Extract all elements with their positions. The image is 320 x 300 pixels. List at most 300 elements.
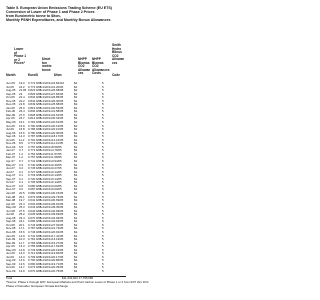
table-cell: 0.741 9/05 [28,159,42,164]
table-cell: 1.4/22/11 [40,233,52,238]
table-cell: 5 [102,251,104,256]
table-cell: 5 [102,229,104,234]
table-cell: 1.4/22/11 [40,198,52,203]
table-cell: 5 [102,194,104,199]
table-cell: $2 [74,102,78,107]
table-cell: Jun-09 [6,251,15,256]
table-cell: $2 [74,194,78,199]
table-cell: Dec-08 [6,229,16,234]
table-cell: $2 [74,134,78,139]
table-cell: 0.764 9/05 [28,151,42,156]
table-cell: 5 [102,237,104,242]
table-cell: 29.73/05 [52,194,64,199]
table-cell: $2 [74,116,78,121]
table-cell: $2 [74,226,78,231]
table-cell: $2 [74,268,78,273]
footnote-1: *Source: Phase 1 through 9/07; European Markets and Point Carbon Lower of Phase 1 or 2 from 9/07 thru 3/10 [6,280,149,284]
table-cell: 0.819 9/05 [28,105,42,110]
table-cell: 0.772 9/05 [28,141,42,146]
table-cell: 1.4/22/11 [40,105,52,110]
table-cell: 0.14/05 [52,169,62,174]
table-cell: 1.4/22/11 [40,98,52,103]
table-cell: 19.71/05 [52,261,64,266]
table-cell: May-07 [6,162,16,167]
table-cell: 1.4/22/11 [40,190,52,195]
table-cell: 0.740 9/05 [28,162,42,167]
table-cell: 1.4/22/11 [40,169,52,174]
table-cell: Mar-06 [6,112,16,117]
table-cell: 5 [102,98,104,103]
table-cell: 15.8 [19,127,25,132]
table-cell: $2 [74,88,78,93]
table-cell: 20.33/05 [52,265,64,270]
table-cell: 26.30/05 [52,98,64,103]
table-cell: $2 [74,237,78,242]
table-cell: 0.733 9/05 [28,173,42,178]
table-title-line-3: from Euro/metric tonne to $/ton, [6,14,61,18]
table-cell: 0.790 9/05 [28,123,42,128]
table-cell: 1.4/22/11 [40,109,52,114]
table-cell: $2 [74,244,78,249]
table-cell: $2 [74,247,78,252]
table-cell: 11.7 [19,240,25,245]
table-cell: 24.2 [19,84,25,89]
table-cell: 20.10/05 [52,127,64,132]
table-cell: 0.700 9/05 [28,258,42,263]
table-cell: 39.35/05 [52,205,64,210]
table-cell: 0.14/05 [52,176,62,181]
header-month: Month [6,73,16,77]
table-cell: Jan-06 [6,105,15,110]
table-cell: 13.3 [19,244,25,249]
table-cell: 13.7 [19,265,25,270]
table-cell: 5 [102,219,104,224]
table-cell: Mar-09 [6,240,16,245]
table-cell: Jul-06 [6,127,14,132]
table-cell: Apr-08 [6,201,15,206]
table-cell: Dec-06 [6,144,16,149]
table-cell: 0.690 9/05 [28,261,42,266]
table-cell: 0.744 9/05 [28,222,42,227]
table-cell: $2 [74,176,78,181]
table-cell: Aug-06 [6,130,16,135]
table-cell: 1.4/22/11 [40,180,52,185]
table-cell: 5 [102,190,104,195]
table-cell: 5 [102,155,104,160]
table-cell: 27.0 [19,112,25,117]
table-cell: 0.670 9/05 [28,268,42,273]
table-cell: Dec-07 [6,187,16,192]
table-cell: Nov-09 [6,268,16,273]
table-cell: 5 [102,137,104,142]
table-cell: 1.4/22/11 [40,187,52,192]
table-cell: 14.3 [19,254,25,259]
table-cell: 0.741 9/05 [28,233,42,238]
table-cell: 0.635 9/05 [28,212,42,217]
table-cell: 1.4/22/11 [40,258,52,263]
table-cell: 5 [102,176,104,181]
table-cell: 0.687 9/05 [28,187,42,192]
table-cell: 5 [102,240,104,245]
table-cell: 27.02/05 [52,222,64,227]
table-cell: 1.4/22/11 [40,144,52,149]
table-cell: 1.4/22/11 [40,244,52,249]
table-cell: Feb-06 [6,109,16,114]
table-cell: 0.674 9/05 [28,265,42,270]
table-cell: 5 [102,212,104,217]
table-cell: 0.834 9/05 [28,95,42,100]
table-cell: 20.1 [19,194,25,199]
table-cell: 20.5 [19,190,25,195]
table-cell: $2 [74,212,78,217]
table-cell: 1.4/22/11 [40,141,52,146]
table-cell: 0.746 9/05 [28,229,42,234]
table-cell: 0.680 9/05 [28,183,42,188]
table-cell: 0.757 9/05 [28,144,42,149]
table-cell: 5 [102,205,104,210]
table-cell: 17.1 [19,226,25,231]
table-cell: 20.61/05 [52,120,64,125]
table-cell: 1.4/22/11 [40,120,52,125]
table-cell: 5 [102,180,104,185]
table-cell: 10.3 [19,237,25,242]
table-cell: Sep-07 [6,176,16,181]
table-cell: $2 [74,130,78,135]
table-cell: 5 [102,254,104,259]
table-cell: Nov-05 [6,98,16,103]
table-cell: 1.4/22/11 [40,240,52,245]
table-cell: 1.4/22/11 [40,222,52,227]
table-cell: Oct-06 [6,137,15,142]
table-cell: 1.4/22/11 [40,212,52,217]
table-cell: Sep-09 [6,261,16,266]
table-cell: 16.1 [19,120,25,125]
table-cell: 0.755 9/05 [28,244,42,249]
table-cell: 1.4/22/11 [40,265,52,270]
table-cell: 24.84410 [52,81,65,85]
table-cell: 5 [102,109,104,114]
table-cell: 1.4/22/11 [40,130,52,135]
table-cell: $2 [74,169,78,174]
table-cell: 5 [102,151,104,156]
table-cell: 25.0 [19,105,25,110]
table-cell: $2 [74,265,78,270]
table-cell: 1.4/22/11 [40,95,52,100]
table-cell: 0.1 [19,176,24,181]
table-cell: 0.2 [19,166,24,171]
table-cell: 0.0 [19,187,24,192]
table-cell: 0.780 9/05 [28,130,42,135]
table-cell: 5 [102,102,104,107]
table-cell: 1.4/22/11 [40,215,52,220]
table-cell: 1.4/22/11 [40,112,52,117]
table-cell: 5 [102,88,104,93]
table-cell: 0.787 9/05 [28,226,42,231]
table-cell: 22.4 [19,95,25,100]
table-cell: $2 [74,95,78,100]
table-cell: 32.61/05 [52,112,64,117]
table-cell: 20.75/05 [52,268,64,273]
table-cell: Apr-07 [6,159,15,164]
table-cell: 0.1 [19,180,24,185]
table-cell: $2 [74,151,78,156]
table-cell: 1.2 [19,155,24,160]
table-cell: 1.4/22/11 [40,134,52,139]
table-cell: Feb-08 [6,194,16,199]
table-cell: 14.6 [19,258,25,263]
table-cell: Jan-08 [6,190,15,195]
table-cell: 5 [102,233,104,238]
table-cell: 1.4/22/11 [40,201,52,206]
table-cell: 5 [102,247,104,252]
table-cell: $2 [74,112,78,117]
table-cell: $2 [74,141,78,146]
header-code: Code [112,73,120,77]
table-cell: 0.40/05 [52,162,62,167]
table-cell: 30.69/05 [52,198,64,203]
table-cell: 5 [102,258,104,263]
table-cell: 1.4/22/11 [40,123,52,128]
table-cell: Jul-08 [6,212,14,217]
table-cell: 0.745 9/05 [28,166,42,171]
table-cell: 0.727 9/05 [28,169,42,174]
table-cell: 11.2 [19,137,25,142]
table-cell: $2 [74,201,78,206]
table-cell: 17.41/05 [52,233,64,238]
table-cell: 0.757 9/05 [28,155,42,160]
table-cell: 1.58/05 [52,155,62,160]
total-label: Total [6,276,13,280]
table-cell: 1.2 [19,151,24,156]
table-cell: May-09 [6,247,16,252]
table-cell: Aug-08 [6,215,16,220]
table-cell: $2 [74,81,78,85]
table-cell: 5 [102,95,104,100]
table-cell: 19.0 [19,81,25,85]
table-cell: $2 [74,180,78,185]
table-cell: 39.69/05 [52,212,64,217]
table-cell: 20.91/05 [52,229,64,234]
table-cell: 31.20/05 [52,84,64,89]
table-cell: 1.4/22/11 [40,261,52,266]
table-cell: 19.66/05 [52,251,64,256]
table-cell: $2 [74,105,78,110]
table-cell: 5 [102,162,104,167]
table-cell: 1.3/22/11 [40,81,52,85]
table-cell: 0.712 9/05 [28,251,42,256]
table-cell: 0.836 9/05 [28,109,42,114]
table-cell: $2 [74,127,78,132]
table-cell: 0.823 9/05 [28,88,42,93]
table-cell: 23.4 [19,201,25,206]
table-cell: 0.14/05 [52,173,62,178]
table-cell: 24.7 [19,116,25,121]
table-cell: $2 [74,205,78,210]
table-cell: 30.15/05 [52,190,64,195]
table-cell: 30.53/05 [52,105,64,110]
table-cell: 14.3 [19,134,25,139]
table-cell: 13.6 [19,261,25,266]
table-cell: 1.4/22/11 [40,268,52,273]
table-cell: Apr-06 [6,116,15,121]
table-cell: Feb-09 [6,237,16,242]
table-cell: 0.27/05 [52,166,62,171]
table-cell: 25.2 [19,212,25,217]
table-cell: 0.3 [19,162,24,167]
table-cell: $2 [74,222,78,227]
table-cell: Jul-05 [6,84,14,89]
table-cell: 1.4/22/11 [40,155,52,160]
table-cell: Mar-07 [6,155,16,160]
table-cell: 14.16/05 [52,137,64,142]
table-cell: 0.00/05 [52,183,62,188]
table-cell: 36.91/05 [52,201,64,206]
header-euro-dollar: Euro/$ [28,73,38,77]
table-cell: 1.57/05 [52,151,62,156]
table-cell: 15.27/05 [52,240,64,245]
table-cell: 0.94/05 [52,159,62,164]
table-cell: 1.4/22/11 [40,159,52,164]
table-cell: 1.4/22/11 [40,226,52,231]
table-cell: 22.2 [19,98,25,103]
table-cell: 5 [102,222,104,227]
table-cell: 0.1 [19,169,24,174]
table-cell: 1.4/22/11 [40,137,52,142]
table-cell: 6.5 [19,144,24,149]
table-cell: Nov-06 [6,141,16,146]
table-cell: 34.63/05 [52,219,64,224]
table-cell: 0.1 [19,173,24,178]
table-cell: 15.6 [19,229,25,234]
table-cell: 0.14/05 [52,180,62,185]
table-cell: 26.4 [19,109,25,114]
table-cell: 20.13/05 [52,123,64,128]
table-cell: 25.3 [19,205,25,210]
table-cell: 5 [102,144,104,149]
table-cell: 23 [19,91,23,96]
table-cell: 5 [102,265,104,270]
table-cell: Apr-09 [6,244,15,249]
table-cell: $2 [74,166,78,171]
table-cell: $2 [74,91,78,96]
table-title-line-1: Table 5. European Union Emissions Trading Scheme (EU ETS) [6,6,112,10]
table-cell: 0.720 9/05 [28,176,42,181]
data-table [6,82,226,274]
table-cell: 24.1 [19,219,25,224]
table-cell: 5 [102,130,104,135]
table-cell: Nov-08 [6,226,16,231]
table-cell: 1.4/22/11 [40,173,52,178]
table-cell: $2 [74,187,78,192]
table-cell: 0.814 9/05 [28,116,42,121]
table-cell: 5 [102,81,104,85]
table-cell: 0.826 9/05 [28,91,42,96]
table-cell: $2 [74,254,78,259]
table-cell: $2 [74,159,78,164]
table-cell: 13.9 [19,268,25,273]
table-cell: 1.4/22/11 [40,102,52,107]
table-cell: 1.4/22/11 [40,176,52,181]
table-cell: 5 [102,116,104,121]
table-cell: 27.84/06 [52,91,64,96]
table-cell: 5 [102,198,104,203]
table-cell: Oct-08 [6,222,15,227]
table-cell: 17.62/05 [52,244,64,249]
table-cell: 5 [102,148,104,153]
table-cell: 19.7 [19,198,25,203]
table-cell: 23.4 [19,215,25,220]
table-cell: 0.772 9/05 [28,148,42,153]
table-cell: 1.4/22/11 [40,229,52,234]
header-lower-prices: Lower of Phase 1 or 2 Prices* [14,47,27,66]
table-cell: 0.766 9/05 [28,240,42,245]
table-cell: 5 [102,261,104,266]
table-cell: 1.4/22/11 [40,166,52,171]
table-cell: $2 [74,183,78,188]
table-cell: 1.4/22/11 [40,116,52,121]
table-cell: 20.00/05 [52,130,64,135]
table-title-line-2: Conversion of Lower of Phase 1 and Phase 2 Prices [6,10,95,14]
table-cell: 14.0 [19,251,25,256]
table-cell: 5 [102,226,104,231]
table-cell: 0.781 9/05 [28,237,42,242]
table-cell: 3.7 [19,148,24,153]
table-cell: Jan-07 [6,148,15,153]
table-cell: 34.93/05 [52,215,64,220]
table-cell: 20.19/05 [52,247,64,252]
table-cell: Aug-07 [6,173,16,178]
table-cell: 20.1 [19,222,25,227]
table-cell: $2 [74,198,78,203]
table-cell: 5 [102,112,104,117]
table-cell: $2 [74,109,78,114]
table-cell: 1.4/22/11 [40,148,52,153]
table-cell: $2 [74,240,78,245]
footnote-2: Phase 2 thereafter. European Climate Exchange [6,283,69,288]
table-cell: 1.4/22/11 [40,219,52,224]
table-cell: 1.4/22/11 [40,151,52,156]
table-cell: 5 [102,268,104,273]
table-cell: 5 [102,187,104,192]
header-smith-hydro: Smith Hydro Bonus CO2 Allowan ces [112,43,125,65]
table-cell: 1.4/22/11 [40,84,52,89]
header-dollar-tonne: $/met ton metric tonne [42,57,52,72]
table-cell: Nov-07 [6,183,16,188]
table-cell: 0.786 9/05 [28,127,42,132]
table-cell: 1.4/22/11 [40,205,52,210]
table-cell: 26.68/08 [52,88,64,93]
table-cell: Sep-05 [6,91,16,96]
table-cell: 1.4/22/11 [40,88,52,93]
table-cell: 0.781 9/05 [28,120,42,125]
table-cell: 12.9 [19,233,25,238]
table-cell: 5 [102,91,104,96]
table-cell: 18.17/05 [52,134,64,139]
header-smith: NHPP Biomas CO2 Allowances Costs [92,57,110,76]
table-cell: $2 [74,162,78,167]
table-cell: 5 [102,173,104,178]
table-cell: 0.642 9/05 [28,198,42,203]
table-cell: 5 [102,84,104,89]
table-cell: Sep-08 [6,219,16,224]
table-cell: 5 [102,201,104,206]
table-cell: 0.676 9/05 [28,194,42,199]
table-cell: $2 [74,155,78,160]
table-cell: 1.4/22/11 [40,247,52,252]
table-cell: Jul-07 [6,169,14,174]
table-cell: Mar-08 [6,198,16,203]
table-cell: 0.670 9/05 [28,215,42,220]
